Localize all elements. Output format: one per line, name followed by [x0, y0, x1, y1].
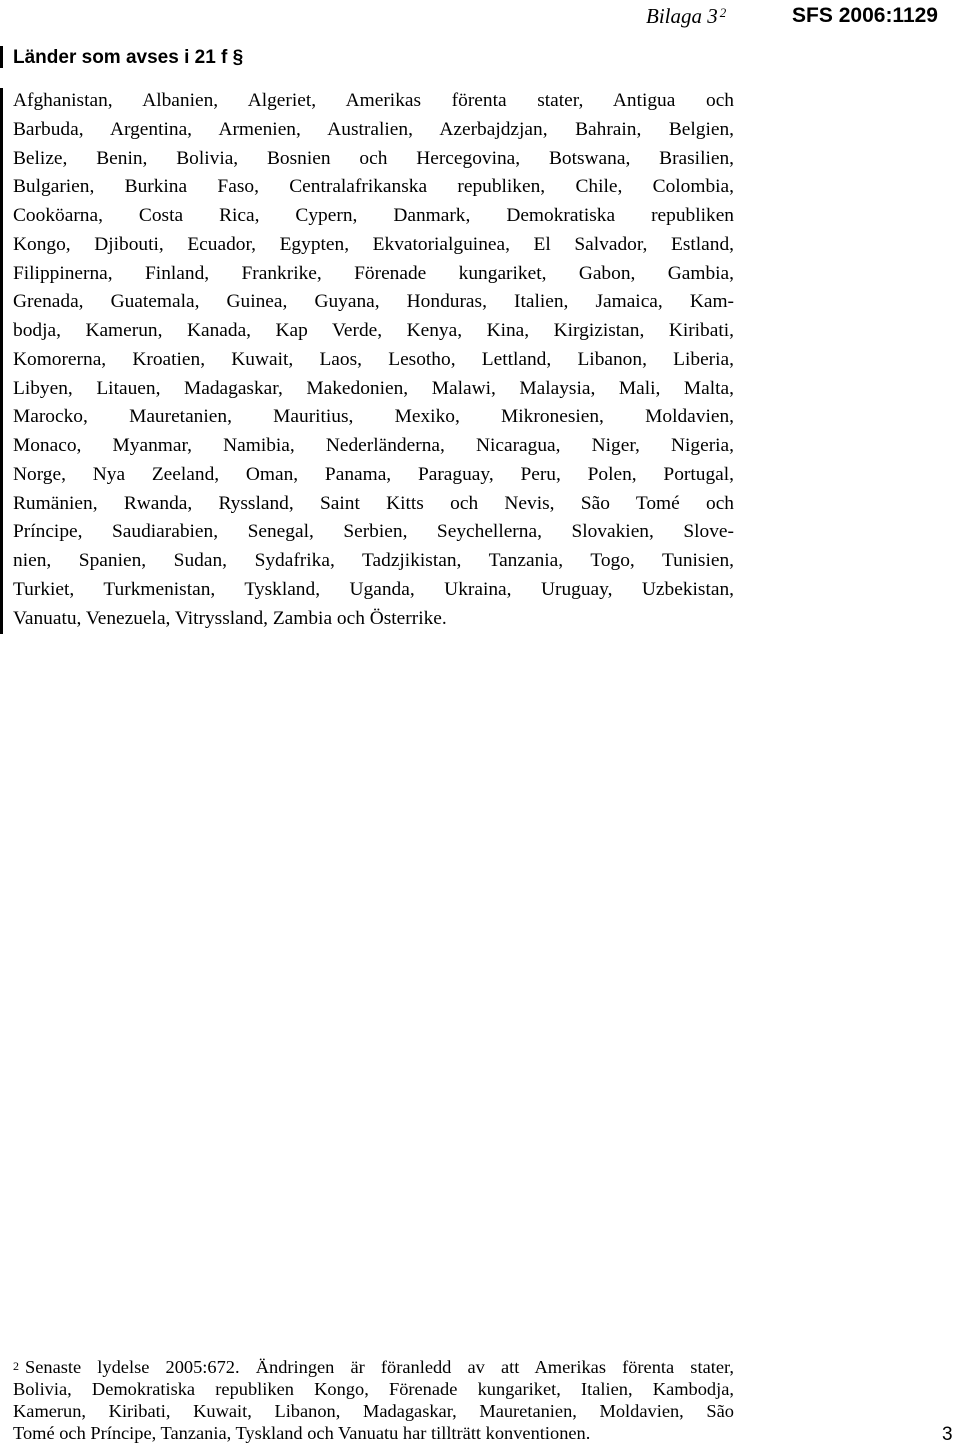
footnote-marker: 2	[13, 1359, 19, 1373]
country-list-line: Komorerna, Kroatien, Kuwait, Laos, Lesotho, Lettland, Libanon, Liberia,	[13, 348, 734, 370]
country-list-line: Barbuda, Argentina, Armenien, Australien, Azerbajdzjan, Bahrain, Belgien,	[13, 118, 734, 140]
country-list-line: Rumänien, Rwanda, Ryssland, Saint Kitts och Nevis, São Tomé och	[13, 492, 734, 514]
bilaga-footnote-ref: 2	[719, 5, 727, 20]
country-list-line: Bulgarien, Burkina Faso, Centralafrikanska republiken, Chile, Colombia,	[13, 176, 734, 198]
bilaga-text: Bilaga 3	[646, 4, 718, 28]
country-list-line: bodja, Kamerun, Kanada, Kap Verde, Kenya, Kina, Kirgizistan, Kiribati,	[13, 320, 734, 341]
bilaga-label	[646, 3, 726, 29]
country-list-line: Afghanistan, Albanien, Algeriet, Amerikas förenta stater, Antigua och	[13, 90, 734, 111]
footnote-line-text: Senaste lydelse 2005:672. Ändringen är föranledd av att Amerikas förenta stater,	[25, 1357, 734, 1377]
footnote-line	[13, 1356, 734, 1378]
country-list-line: Norge, Nya Zeeland, Oman, Panama, Paraguay, Peru, Polen, Portugal,	[13, 463, 734, 485]
section-heading: Länder som avses i 21 f §	[13, 47, 244, 68]
page-number: 3	[942, 1424, 953, 1445]
footnote	[13, 1356, 734, 1444]
country-list-line: Turkiet, Turkmenistan, Tyskland, Uganda, Ukraina, Uruguay, Uzbekistan,	[13, 578, 734, 600]
country-list-line: Libyen, Litauen, Madagaskar, Makedonien, Malawi, Malaysia, Mali, Malta,	[13, 377, 734, 399]
country-list-line: Grenada, Guatemala, Guinea, Guyana, Honduras, Italien, Jamaica, Kam-	[13, 291, 734, 313]
country-list-line: nien, Spanien, Sudan, Sydafrika, Tadzjikistan, Tanzania, Togo, Tunisien,	[13, 550, 734, 571]
country-list-line: Filippinerna, Finland, Frankrike, Förenade kungariket, Gabon, Gambia,	[13, 262, 734, 284]
footnote-line: Bolivia, Demokratiska republiken Kongo, Förenade kungariket, Italien, Kambodja,	[13, 1379, 734, 1399]
country-list-line: Monaco, Myanmar, Namibia, Nederländerna, Nicaragua, Niger, Nigeria,	[13, 435, 734, 456]
country-list	[13, 87, 734, 633]
footnote-line: Tomé och Príncipe, Tanzania, Tyskland och Vanuatu har tillträtt konventionen.	[13, 1423, 591, 1443]
country-list-line: Marocko, Mauretanien, Mauritius, Mexiko, Mikronesien, Moldavien,	[13, 406, 734, 428]
country-list-line: Belize, Benin, Bolivia, Bosnien och Hercegovina, Botswana, Brasilien,	[13, 147, 734, 169]
country-list-line: Kongo, Djibouti, Ecuador, Egypten, Ekvatorialguinea, El Salvador, Estland,	[13, 233, 734, 255]
country-list-line: Cooköarna, Costa Rica, Cypern, Danmark, Demokratiska republiken	[13, 205, 734, 226]
country-list-line: Príncipe, Saudiarabien, Senegal, Serbien, Seychellerna, Slovakien, Slove-	[13, 521, 734, 543]
footnote-line: Kamerun, Kiribati, Kuwait, Libanon, Madagaskar, Mauretanien, Moldavien, São	[13, 1401, 734, 1421]
change-bar-heading	[0, 46, 3, 68]
sfs-number: SFS 2006:1129	[792, 4, 938, 27]
country-list-line: Vanuatu, Venezuela, Vitryssland, Zambia och Österrike.	[13, 607, 447, 629]
change-bar-body	[0, 88, 3, 634]
